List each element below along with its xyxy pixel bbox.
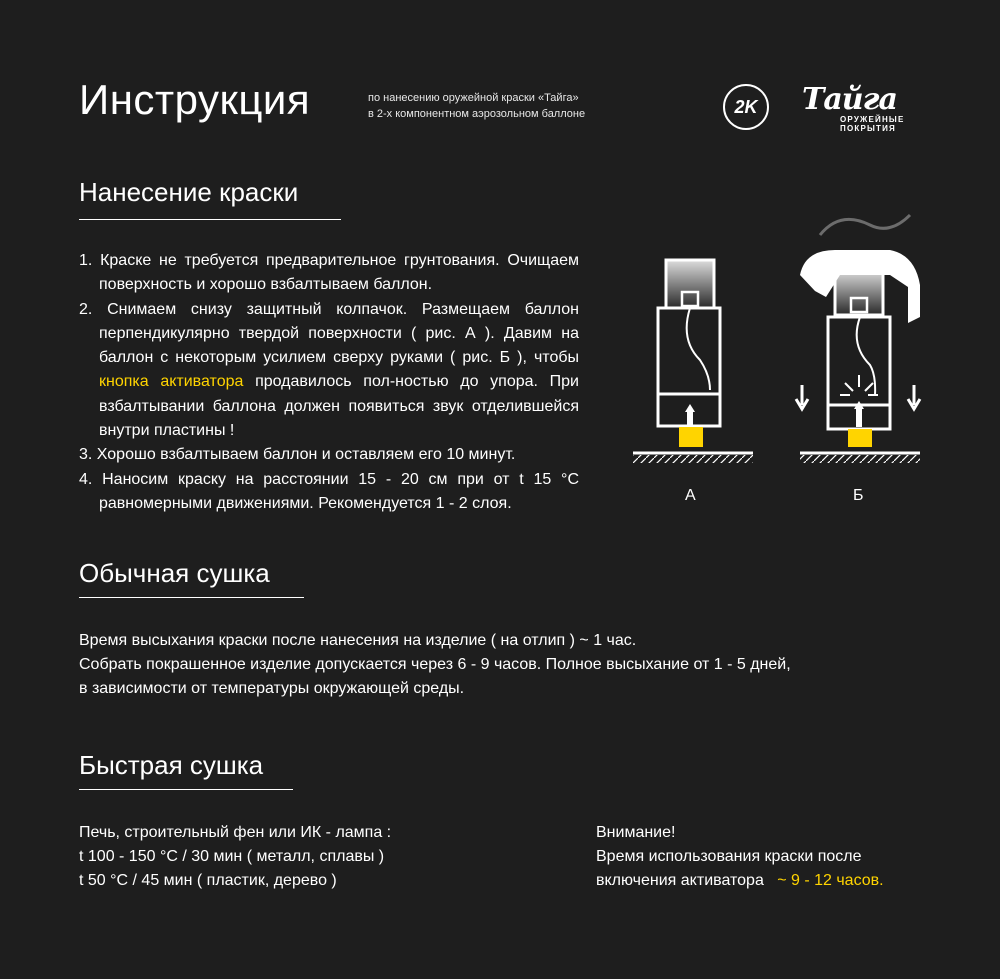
normal-drying-text — [79, 629, 791, 701]
subtitle-line-2: в 2-х компонентном аэрозольном баллоне — [368, 108, 586, 120]
logo-sub-line-2: ПОКРЫТИЯ — [840, 124, 897, 133]
surface-hatch — [800, 455, 920, 463]
burst-icon — [840, 375, 878, 395]
fast-drying-line-3: t 50 °С / 45 мин ( пластик, дерево ) — [79, 872, 337, 889]
activator-button — [679, 427, 703, 447]
hand-motion-lines — [820, 215, 910, 235]
application-heading-rule — [79, 219, 341, 220]
fast-drying-line-1: Печь, строительный фен или ИК - лампа : — [79, 824, 392, 841]
fast-drying-heading-rule — [79, 789, 293, 790]
usage-time-highlight: ~ 9 - 12 часов. — [777, 872, 884, 889]
step-4 — [79, 468, 579, 517]
figure-a-diagram — [630, 250, 755, 470]
normal-drying-heading: Обычная сушка — [79, 558, 270, 588]
surface-hatch — [633, 455, 753, 463]
normal-drying-heading-rule — [79, 597, 304, 598]
step-1 — [79, 249, 579, 298]
2k-badge: 2K — [723, 84, 769, 130]
step-2-text-after: продавилось пол-ностью до упора. При взбалтывании баллона должен появиться звук отделившейся внутри пластины ! — [99, 373, 579, 440]
attention-line-2 — [596, 869, 884, 893]
subtitle-line-1: по нанесению оружейной краски «Тайга» — [368, 92, 579, 104]
activator-pin — [685, 404, 695, 426]
fast-drying-heading: Быстрая сушка — [79, 750, 264, 780]
activator-button-highlight: кнопка активатора — [99, 373, 244, 391]
down-arrow-left-icon — [796, 385, 808, 409]
figure-a-label: А — [685, 487, 696, 504]
normal-drying-line-2: Собрать покрашенное изделие допускается через 6 - 9 часов. Полное высыхание от 1 - 5 дней, — [79, 656, 791, 673]
application-heading: Нанесение краски — [79, 177, 299, 207]
normal-drying-line-1: Время высыхания краски после нанесения на изделие ( на отлип ) ~ 1 час. — [79, 632, 637, 649]
can-cap — [835, 270, 883, 315]
application-steps-list — [79, 249, 579, 516]
figure-b-diagram — [790, 205, 925, 470]
can-tube — [687, 308, 710, 390]
logo-word: Тайга — [802, 82, 897, 117]
down-arrow-right-icon — [908, 385, 920, 409]
step-3-text: 3. Хорошо взбалтываем баллон и оставляем его 10 минут. — [79, 446, 516, 464]
attention-block — [596, 821, 884, 893]
can-cap — [666, 260, 714, 308]
activator-button — [848, 429, 872, 447]
page-title: Инструкция — [79, 76, 311, 123]
step-1-text: 1. Краске не требуется предварительное грунтования. Очищаем поверхность и хорошо взбалтываем баллон. — [79, 252, 579, 294]
taiga-logo — [802, 82, 924, 138]
attention-line-2-text: включения активатора — [596, 872, 764, 889]
step-4-text: 4. Наносим краску на расстоянии 15 - 20 см при от t 15 °С равномерными движениями. Рекомендуется 1 - 2 слоя. — [79, 470, 579, 512]
fast-drying-line-2: t 100 - 150 °С / 30 мин ( металл, сплавы ) — [79, 848, 385, 865]
normal-drying-line-3: в зависимости от температуры окружающей среды. — [79, 680, 465, 697]
logo-sub-line-1: ОРУЖЕЙНЫЕ — [840, 115, 905, 124]
page-subtitle — [368, 90, 585, 122]
step-2 — [79, 298, 579, 444]
attention-line-1: Время использования краски после — [596, 848, 862, 865]
fast-drying-text — [79, 821, 391, 893]
attention-title: Внимание! — [596, 824, 676, 841]
step-3 — [79, 443, 579, 467]
figure-b-label: Б — [853, 487, 864, 504]
step-2-text-before: 2. Снимаем снизу защитный колпачок. Размещаем баллон перпендикулярно твердой поверхности ( рис. А ). Давим на баллон с некоторым усилием сверху руками ( рис. Б ), чтобы — [79, 300, 579, 367]
logo-subtitle — [840, 115, 905, 133]
